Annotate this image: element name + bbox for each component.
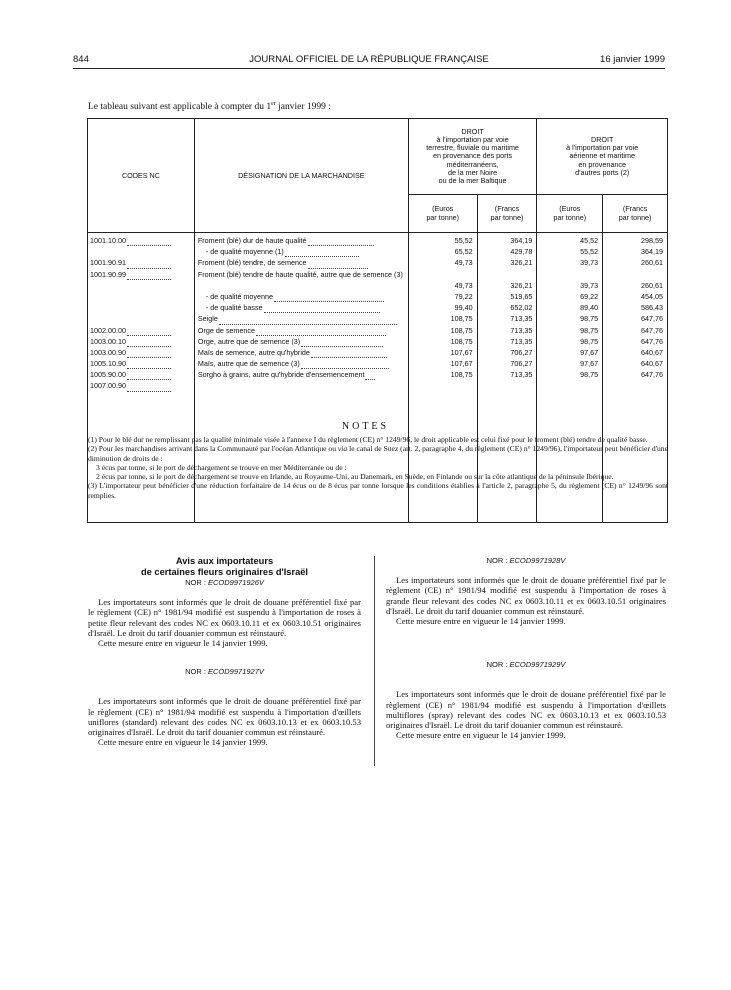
leader-dots bbox=[127, 371, 171, 380]
designation-cell bbox=[195, 369, 408, 380]
value-cell bbox=[537, 269, 602, 280]
value-cell: 706,27 bbox=[510, 359, 533, 369]
code-cell bbox=[88, 325, 194, 336]
header-line: à l'importation par voie bbox=[436, 134, 509, 144]
value-cell: 519,65 bbox=[510, 291, 533, 301]
notes-block bbox=[88, 435, 668, 500]
note-2-item-2: 2 écus par tonne, si le port de déchargement se trouve en Irlande, au Royaume-Uni, au Danemark, en Suède, en Finlande ou sur la côte atlantique de la péninsule Ibérique. bbox=[96, 472, 614, 482]
value-cell: 55,52 bbox=[580, 247, 599, 257]
note-2-via: via bbox=[337, 444, 348, 454]
nor-code: ECOD9971928V bbox=[509, 556, 566, 565]
nor-label: NOR : bbox=[185, 667, 209, 677]
value-cell: 713,35 bbox=[510, 370, 533, 380]
leader-dots bbox=[365, 371, 375, 380]
value-cell: 640,67 bbox=[641, 359, 663, 369]
unit-euros-2 bbox=[537, 195, 603, 233]
header-line: DROIT bbox=[591, 134, 614, 144]
code-value: 1005.10.90 bbox=[90, 359, 126, 369]
header-designation: DÉSIGNATION DE LA MARCHANDISE bbox=[194, 119, 408, 233]
code-value: 1002.00.00 bbox=[90, 325, 126, 335]
unit-line: par tonne) bbox=[490, 212, 524, 222]
nor-label: NOR : bbox=[185, 578, 209, 587]
value-cell: 89,40 bbox=[580, 303, 599, 313]
leader-dots bbox=[127, 271, 171, 280]
value-cell: 99,40 bbox=[454, 303, 473, 313]
designation-cell bbox=[195, 347, 408, 358]
value-cell: 79,22 bbox=[454, 291, 473, 301]
notice-paragraph-4: Les importateurs sont informés que le droit de douane préférentiel fixé par le règlement (CE) n° 1981/94 modifié est suspendu à l'importation d'œillets multiflores (spray) relevant des codes NC ex 0603.10.13 et ex 0603.10.53 originaires d'Israël. Le droit du tarif douanier commun est réinstauré. bbox=[386, 689, 666, 731]
value-cell: 647,76 bbox=[641, 325, 663, 335]
leader-dots bbox=[127, 327, 171, 336]
designation-text: Maïs de semence, autre qu'hybride bbox=[197, 347, 310, 357]
value-cell: 364,19 bbox=[641, 247, 663, 257]
notice-title-line-1: Avis aux importateurs bbox=[175, 556, 274, 566]
column-divider bbox=[374, 556, 375, 766]
header-line: méditerranéens, bbox=[446, 159, 499, 169]
value-cell: 713,35 bbox=[510, 336, 533, 346]
unit-euros-1 bbox=[408, 195, 477, 233]
designation-text: Sorgho à grains, autre qu'hybride d'ensemencement bbox=[197, 370, 365, 380]
value-cell: 706,27 bbox=[510, 347, 533, 357]
code-cell bbox=[88, 280, 194, 291]
value-cell: 49,73 bbox=[454, 258, 473, 268]
notice-effective-1: Cette mesure entre en vigueur le 14 janvier 1999. bbox=[98, 638, 268, 649]
notice-paragraph-3: Les importateurs sont informés que le droit de douane préférentiel fixé par le règlement (CE) n° 1981/94 modifié est suspendu à l'importation de roses à grande fleur relevant des codes NC ex 0603.10.11 et ex 0603.10.51 originaires d'Israël. Le droit du tarif douanier commun est réinstauré. bbox=[386, 575, 666, 616]
value-cell: 713,35 bbox=[510, 325, 533, 335]
value-cell: 108,75 bbox=[450, 325, 473, 335]
designation-text: - de qualité moyenne bbox=[205, 291, 274, 301]
unit-line: (Euros bbox=[559, 204, 581, 214]
designation-cell bbox=[195, 336, 408, 347]
value-cell: 45,52 bbox=[580, 236, 599, 245]
value-cell: 98,75 bbox=[580, 370, 599, 380]
notice-effective-2: Cette mesure entre en vigueur le 14 janvier 1999. bbox=[98, 737, 268, 748]
value-cell: 298,59 bbox=[641, 236, 663, 245]
intro-text: Le tableau suivant est applicable à compter du 1 bbox=[88, 102, 272, 113]
code-cell bbox=[88, 336, 194, 347]
value-cell: 640,67 bbox=[641, 347, 663, 357]
value-cell: 65,52 bbox=[454, 247, 473, 257]
nor-label: NOR : bbox=[486, 556, 510, 565]
code-value: 1003.00.10 bbox=[90, 336, 126, 346]
code-value: 1001.90.99 bbox=[90, 269, 126, 279]
left-column bbox=[88, 556, 361, 747]
code-value: 1001.10.00 bbox=[90, 236, 126, 245]
nor-reference-2 bbox=[88, 667, 361, 677]
unit-line: par tonne) bbox=[553, 212, 587, 222]
issue-date: 16 janvier 1999 bbox=[600, 54, 665, 65]
value-cell bbox=[478, 269, 537, 280]
code-value: 1001.90.91 bbox=[90, 258, 126, 268]
unit-francs-1 bbox=[477, 195, 537, 233]
notice-title-line-2: de certaines fleurs originaires d'Israël bbox=[140, 566, 309, 577]
value-cell: 108,75 bbox=[450, 314, 473, 324]
value-cell: 586,43 bbox=[641, 303, 663, 313]
value-cell: 108,75 bbox=[450, 370, 473, 380]
code-value: 1003.00.90 bbox=[90, 347, 126, 357]
value-cell: 429,78 bbox=[510, 247, 533, 257]
nor-reference-1 bbox=[88, 578, 361, 588]
value-cell: 652,02 bbox=[510, 303, 533, 313]
value-cell: 326,21 bbox=[510, 258, 533, 268]
designation-text: Orge, autre que de semence (3) bbox=[197, 336, 301, 346]
header-line: aérienne et maritime bbox=[569, 151, 635, 161]
designation-text: - de qualité moyenne (1) bbox=[205, 247, 284, 257]
header-line: en provenance bbox=[578, 159, 626, 169]
designation-text: Seigle bbox=[197, 314, 218, 324]
leader-dots bbox=[311, 349, 387, 358]
designation-cell bbox=[195, 313, 408, 324]
designation-cell bbox=[195, 246, 408, 257]
header-line: de la mer Noire bbox=[448, 167, 498, 177]
nor-reference-4 bbox=[386, 660, 666, 670]
header-line: DROIT bbox=[461, 126, 484, 136]
value-cell: 326,21 bbox=[510, 280, 533, 290]
designation-text: Froment (blé) dur de haute qualité bbox=[197, 236, 307, 245]
header-line: à l'importation par voie bbox=[566, 143, 639, 153]
nor-code: ECOD9971926V bbox=[208, 578, 264, 587]
value-cell: 55,52 bbox=[454, 236, 473, 245]
header-droit-group-1 bbox=[408, 119, 537, 195]
leader-dots bbox=[308, 237, 374, 246]
value-cell: 98,75 bbox=[580, 325, 599, 335]
code-cell bbox=[88, 235, 194, 246]
intro-superscript: er bbox=[271, 101, 276, 107]
page-number: 844 bbox=[73, 54, 89, 65]
right-column bbox=[386, 556, 666, 740]
notice-paragraph-1: Les importateurs sont informés que le droit de douane préférentiel fixé par le règlement (CE) n° 1981/94 modifié est suspendu à l'importation de roses à petite fleur relevant des codes NC ex 0603.10.11 et ex 0603.10.51 originaires d'Israël. Le droit du tarif douanier commun est réinstauré. bbox=[88, 597, 361, 638]
value-cell: 713,35 bbox=[510, 314, 533, 324]
unit-line: (Francs bbox=[494, 204, 520, 214]
leader-dots bbox=[127, 338, 171, 347]
notice-effective-4: Cette mesure entre en vigueur le 14 janvier 1999. bbox=[396, 730, 566, 741]
designation-cell bbox=[195, 235, 408, 246]
unit-line: par tonne) bbox=[426, 212, 460, 222]
note-2-text-end: le canal de Suez (art. 2, paragraphe 4, du règlement (CE) n° 1249/96), l'importateur peut bénéficier d'une diminution de droits de : bbox=[88, 444, 668, 463]
code-cell bbox=[88, 291, 194, 302]
value-cell: 260,61 bbox=[641, 258, 663, 268]
value-cell: 364,19 bbox=[510, 236, 533, 245]
header-codes-nc: CODES NC bbox=[88, 119, 195, 233]
note-2-item-1: 3 écus par tonne, si le port de déchargement se trouve en mer Méditerranée ou de : bbox=[96, 462, 347, 472]
note-2-text: (2) Pour les marchandises arrivant dans la Communauté par l'océan Atlantique ou bbox=[88, 444, 338, 454]
nor-label: NOR : bbox=[486, 660, 510, 670]
value-cell: 98,75 bbox=[580, 314, 599, 324]
note-3: (3) L'importateur peut bénéficier d'une réduction forfaitaire de 14 écus ou de 8 écus par tonne lorsque les conditions établies à l'article 2, paragraphe 5, du règlement (CE) n° 1249/96 sont remplies. bbox=[88, 481, 668, 500]
note-2 bbox=[88, 444, 668, 463]
header-rule bbox=[73, 68, 665, 69]
leader-dots bbox=[127, 349, 171, 358]
unit-line: (Francs bbox=[622, 204, 648, 214]
notice-effective-3: Cette mesure entre en vigueur le 14 janvier 1999. bbox=[396, 616, 566, 627]
code-cell bbox=[88, 380, 194, 391]
designation-cell-wrapped: Froment (blé) tendre de haute qualité, autre que de semence (3) bbox=[197, 269, 403, 279]
value-cell: 108,75 bbox=[450, 336, 473, 346]
nor-reference-3 bbox=[386, 556, 666, 566]
code-cell bbox=[88, 358, 194, 369]
unit-line: (Euros bbox=[432, 204, 454, 214]
unit-francs-2 bbox=[603, 195, 668, 233]
intro-text-end: janvier 1999 : bbox=[275, 102, 331, 113]
leader-dots bbox=[285, 248, 359, 257]
leader-dots bbox=[301, 338, 383, 347]
header-line: ou de la mer Baltique bbox=[438, 176, 507, 185]
leader-dots bbox=[219, 316, 397, 325]
value-cell: 647,76 bbox=[641, 370, 663, 380]
code-cell bbox=[88, 257, 194, 268]
value-cell: 454,05 bbox=[641, 291, 663, 301]
designation-text: - de qualité basse bbox=[205, 303, 263, 313]
header-line: en provenance des ports bbox=[433, 151, 513, 161]
code-cell bbox=[88, 269, 194, 280]
value-cell: 49,73 bbox=[454, 280, 473, 290]
leader-dots bbox=[264, 304, 380, 313]
header-droit-group-2 bbox=[537, 119, 668, 195]
value-cell: 260,61 bbox=[641, 280, 663, 290]
designation-text: Froment (blé) tendre, de semence bbox=[197, 258, 307, 268]
leader-dots bbox=[256, 327, 386, 336]
value-cell bbox=[603, 269, 667, 280]
unit-line: par tonne) bbox=[618, 212, 652, 222]
value-cell: 647,76 bbox=[641, 336, 663, 346]
leader-dots bbox=[127, 383, 171, 392]
journal-title: JOURNAL OFFICIEL DE LA RÉPUBLIQUE FRANÇAISE bbox=[249, 54, 489, 65]
leader-dots bbox=[127, 360, 171, 369]
nor-code: ECOD9971929V bbox=[509, 660, 566, 670]
designation-cell bbox=[195, 291, 408, 302]
code-value: 1005.90.00 bbox=[90, 370, 126, 380]
value-cell: 107,67 bbox=[450, 347, 473, 357]
code-value: 1007.00.90 bbox=[90, 381, 126, 391]
value-cell: 69,22 bbox=[580, 291, 599, 301]
code-cell bbox=[88, 246, 194, 257]
code-cell bbox=[88, 302, 194, 313]
code-cell bbox=[88, 369, 194, 380]
code-cell bbox=[88, 313, 194, 324]
running-header bbox=[73, 54, 665, 68]
note-1: (1) Pour le blé dur ne remplissant pas la qualité minimale visée à l'annexe I du règlement (CE) n° 1249/96, le droit applicable est celui fixé pour le froment (blé) tendre de qualité basse. bbox=[88, 435, 648, 444]
header-line: d'autres ports (2) bbox=[575, 167, 630, 177]
value-cell: 107,67 bbox=[450, 359, 473, 369]
value-cell: 39,73 bbox=[580, 280, 599, 290]
leader-dots bbox=[274, 293, 384, 302]
designation-cell bbox=[195, 257, 408, 268]
intro-sentence bbox=[88, 101, 331, 112]
code-cell bbox=[88, 347, 194, 358]
value-cell: 647,76 bbox=[641, 314, 663, 324]
value-cell: 97,67 bbox=[580, 347, 599, 357]
value-cell: 97,67 bbox=[580, 359, 599, 369]
designation-cell bbox=[195, 325, 408, 336]
notice-paragraph-2: Les importateurs sont informés que le droit de douane préférentiel fixé par le règlement (CE) n° 1981/94 modifié est suspendu à l'importation d'œillets uniflores (standard) relevant des codes NC ex 0603.10.13 et ex 0603.10.53 originaires d'Israël. Le droit du tarif douanier commun est réinstauré. bbox=[88, 696, 361, 738]
value-cell bbox=[409, 269, 477, 280]
notes-title: NOTES bbox=[341, 421, 390, 432]
header-line: terrestre, fluviale ou maritime bbox=[426, 143, 519, 153]
designation-cell bbox=[195, 302, 408, 313]
leader-dots bbox=[127, 237, 171, 246]
leader-dots bbox=[308, 260, 368, 269]
leader-dots bbox=[127, 260, 171, 269]
designation-text: Orge de semence bbox=[197, 325, 256, 335]
nor-code: ECOD9971927V bbox=[208, 667, 264, 677]
value-cell: 98,75 bbox=[580, 336, 599, 346]
leader-dots bbox=[301, 360, 389, 369]
designation-cell bbox=[195, 358, 408, 369]
value-cell: 39,73 bbox=[580, 258, 599, 268]
designation-text: Maïs, autre que de semence (3) bbox=[197, 359, 300, 369]
